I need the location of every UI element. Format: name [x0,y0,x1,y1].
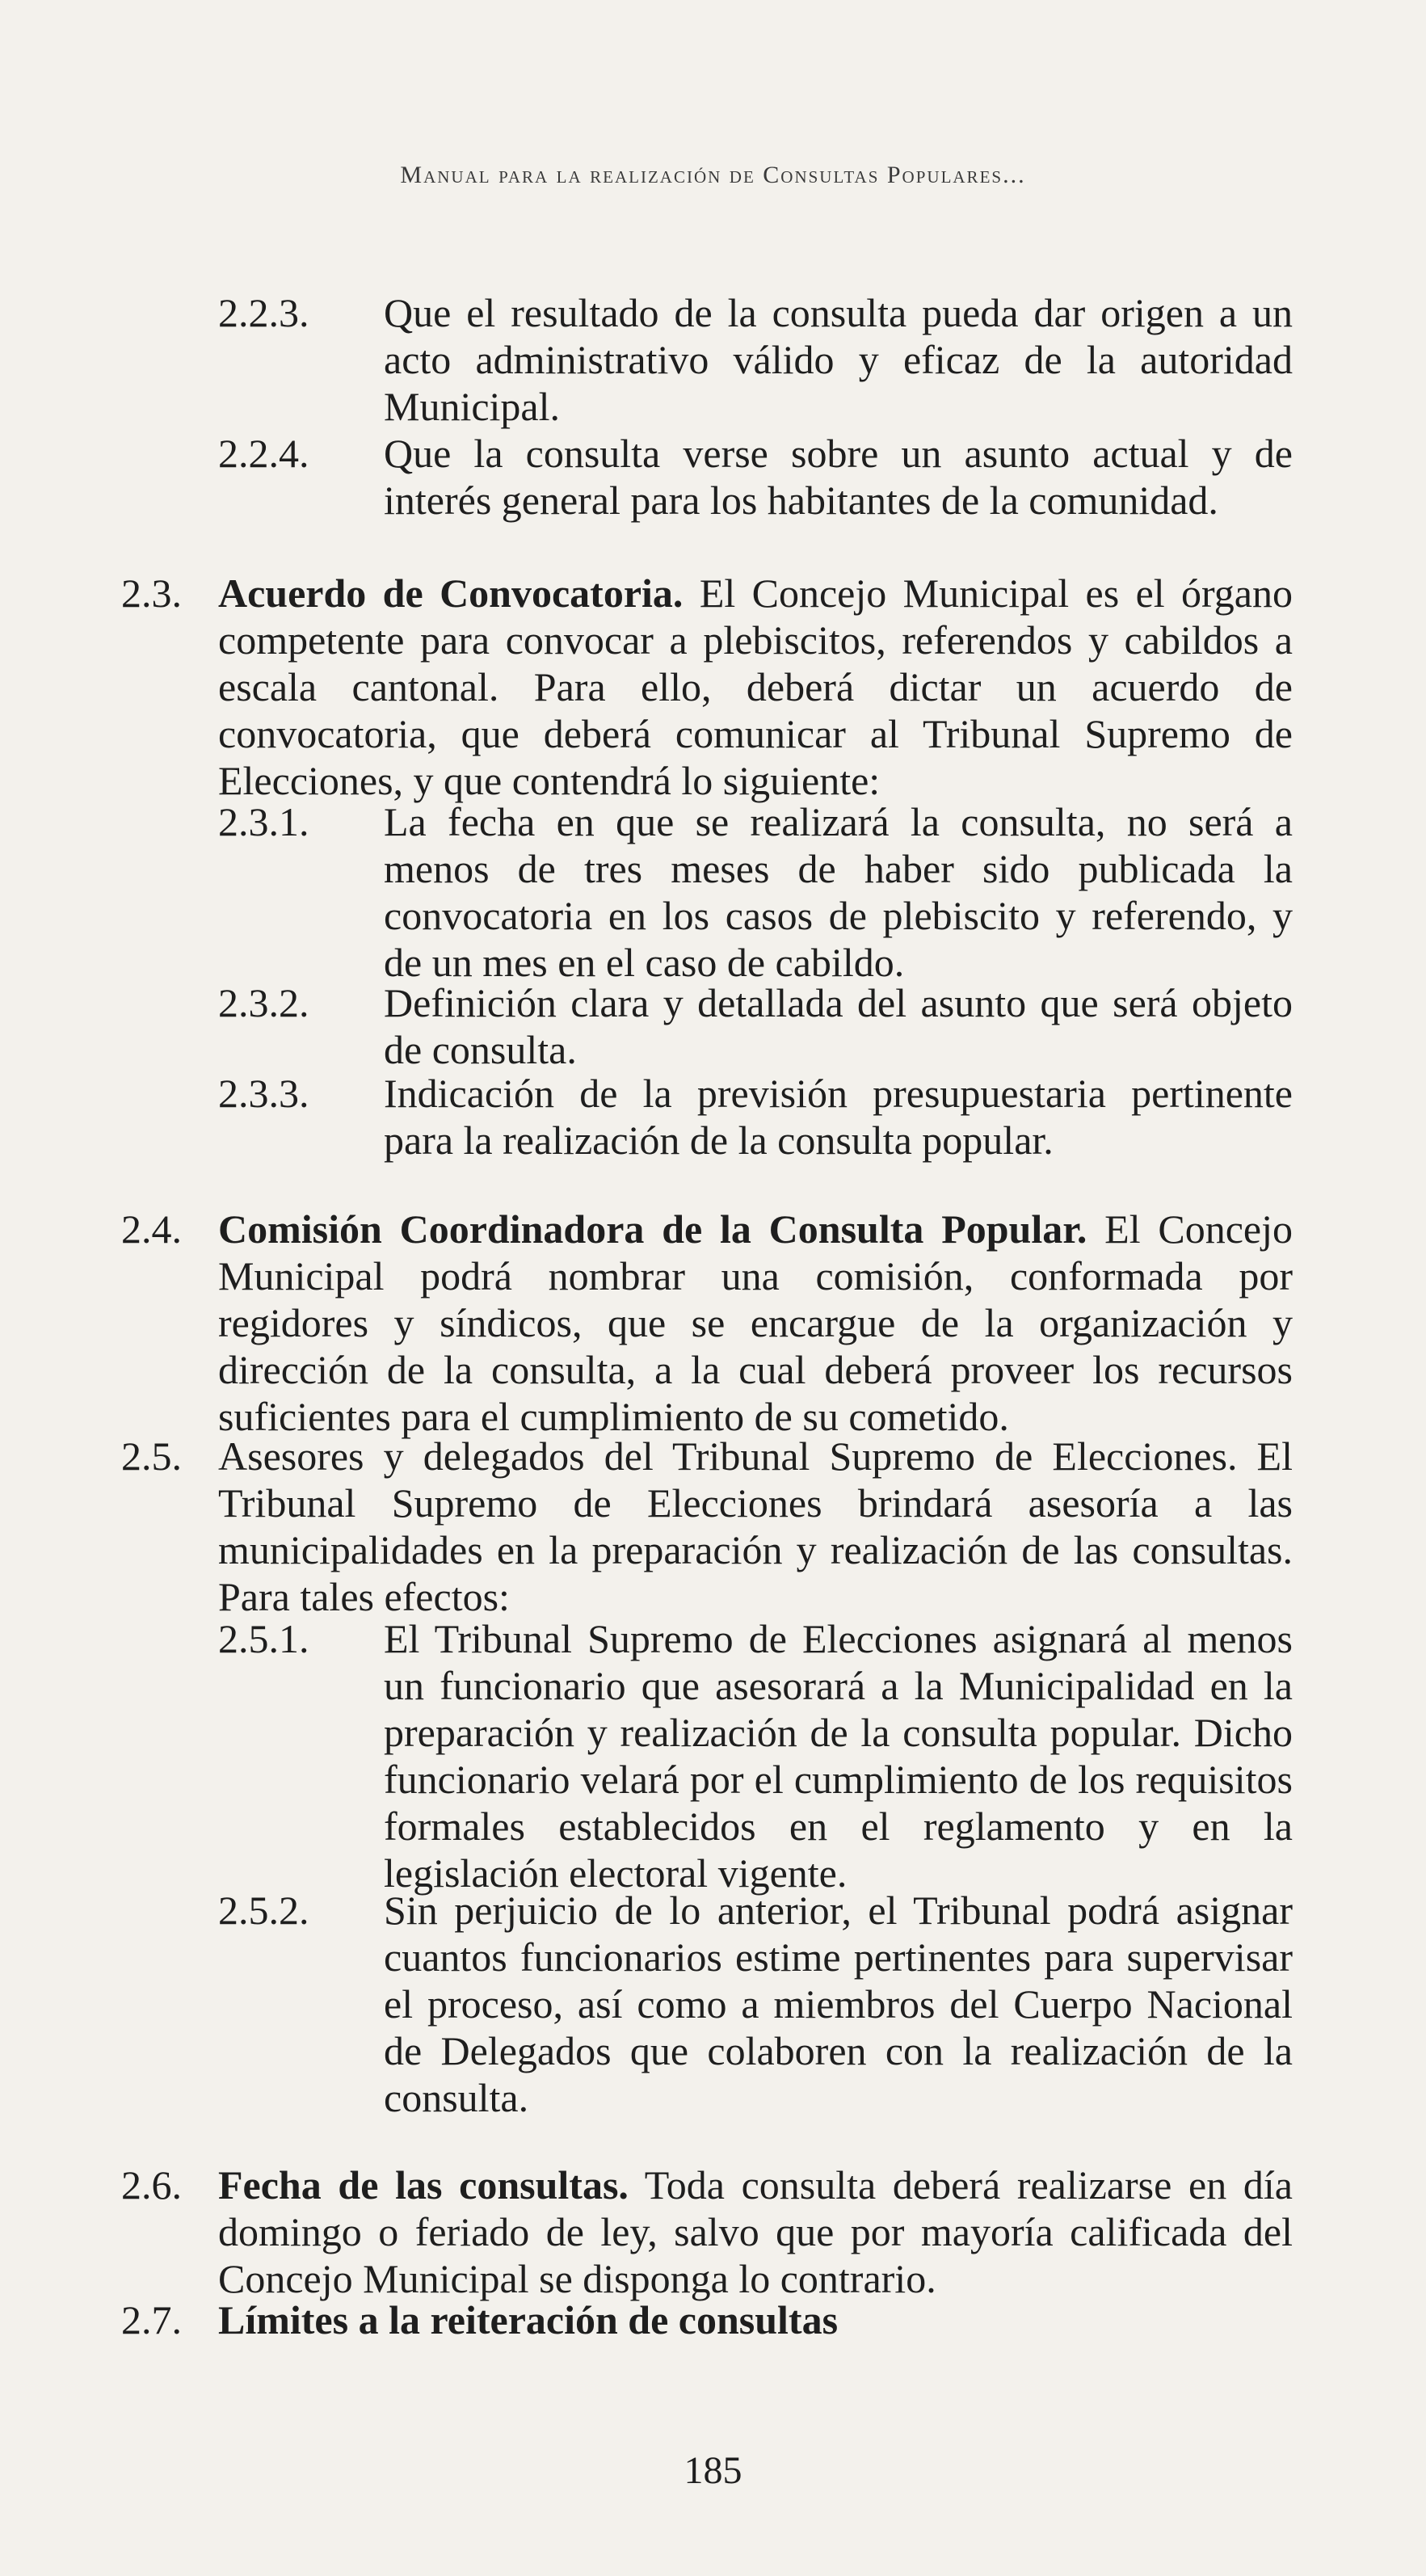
item-number: 2.3.1. [218,799,309,844]
section-heading: Acuerdo de Convocatoria. [218,570,684,616]
section-heading: Fecha de las consultas. [218,2162,629,2208]
section-heading: Límites a la reiteración de consultas [218,2297,839,2342]
item-text: Que la consulta verse sobre un asunto actual y de interés general para los habitantes de la comunidad. [384,431,1293,523]
section-body: El Concejo Municipal es el órgano competente para convocar a plebiscitos, referendos y cabildos a escala cantonal. Para ello, deberá dictar un acuerdo de convocatoria, que deberá comunicar al Tribunal Supremo de Elecciones, y que contendrá lo siguiente: [218,570,1293,803]
item-number: 2.2.3. [218,290,309,335]
section-number: 2.3. [121,570,182,616]
section-number: 2.5. [121,1433,182,1479]
item-text: El Tribunal Supremo de Elecciones asignará al menos un funcionario que asesorará a la Municipalidad en la preparación y realización de la consulta popular. Dicho funcionario velará por el cumplimiento de los requisitos formales establecidos en el reglamento y en la legislación electoral vigente. [384,1616,1293,1896]
section-body: El Concejo Municipal podrá nombrar una comisión, conformada por regidores y síndicos, que se encargue de la organización y dirección de la consulta, a la cual deberá proveer los recursos suficientes para el cumplimiento de su cometido. [218,1206,1293,1439]
item-text: Indicación de la previsión presupuestaria pertinente para la realización de la consulta popular. [384,1071,1293,1163]
item-text: Sin perjuicio de lo anterior, el Tribunal podrá asignar cuantos funcionarios estime pertinentes para supervisar el proceso, así como a miembros del Cuerpo Nacional de Delegados que colaboren con la realización de la consulta. [384,1888,1293,2120]
item-text: Definición clara y detallada del asunto que será objeto de consulta. [384,980,1293,1072]
section-body: Toda consulta deberá realizarse en día domingo o feriado de ley, salvo que por mayoría calificada del Concejo Municipal se disponga lo contrario. [218,2162,1293,2301]
section-number: 2.7. [121,2297,182,2342]
item-number: 2.3.2. [218,980,309,1025]
section-number: 2.6. [121,2162,182,2208]
section-heading: Comisión Coordinadora de la Consulta Popular. [218,1206,1087,1252]
page-number: 185 [684,2449,742,2492]
item-number: 2.3.3. [218,1071,309,1116]
item-number: 2.5.2. [218,1888,309,1933]
section-number: 2.4. [121,1206,182,1252]
item-number: 2.2.4. [218,431,309,476]
item-text: La fecha en que se realizará la consulta, no será a menos de tres meses de haber sido publicada la convocatoria en los casos de plebiscito y referendo, y de un mes en el caso de cabildo. [384,799,1293,985]
item-number: 2.5.1. [218,1616,309,1661]
item-text: Que el resultado de la consulta pueda dar origen a un acto administrativo válido y eficaz de la autoridad Municipal. [384,290,1293,429]
running-header: Manual para la realización de Consultas Populares... [400,162,1026,188]
section-body: Asesores y delegados del Tribunal Supremo de Elecciones. El Tribunal Supremo de Elecciones brindará asesoría a las municipalidades en la preparación y realización de las consultas. Para tales efectos: [218,1433,1293,1619]
